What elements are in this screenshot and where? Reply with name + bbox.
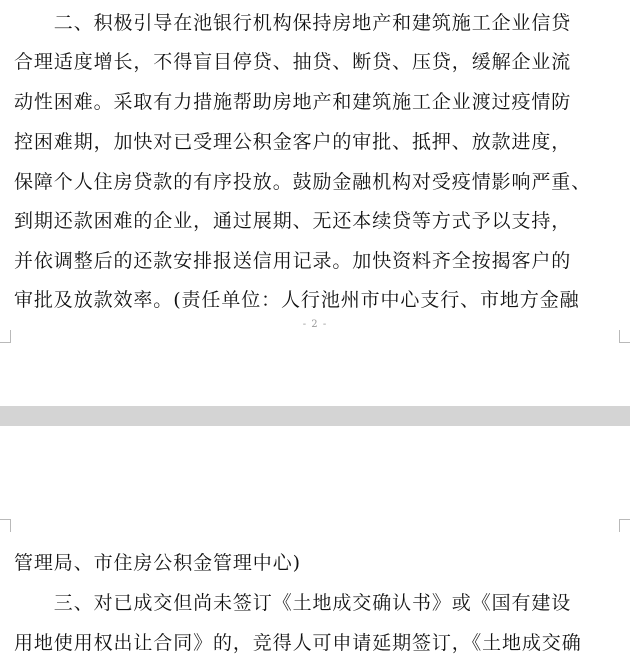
margin-corner-mark — [0, 330, 11, 343]
margin-corner-mark — [619, 519, 630, 532]
text-line: 控困难期，加快对已受理公积金客户的审批、抵押、放款进度， — [14, 131, 572, 153]
page-number: - 2 - — [302, 319, 328, 330]
document-page-3 — [0, 426, 630, 662]
margin-corner-mark — [0, 519, 11, 532]
text-line: 合理适度增长，不得盲目停贷、抽贷、断贷、压贷，缓解企业流 — [14, 51, 572, 73]
page-separator — [0, 406, 630, 426]
text-line: 二、积极引导在池银行机构保持房地产和建筑施工企业信贷 — [14, 12, 572, 34]
text-line: 用地使用权出让合同》的，竞得人可申请延期签订，《土地成交确 — [14, 632, 582, 654]
text-line: 三、对已成交但尚未签订《土地成交确认书》或《国有建设 — [14, 592, 572, 614]
text-line: 到期还款困难的企业，通过展期、无还本续贷等方式予以支持， — [14, 210, 572, 232]
margin-corner-mark — [619, 330, 630, 343]
text-line: 动性困难。采取有力措施帮助房地产和建筑施工企业渡过疫情防 — [14, 91, 572, 113]
text-line: 管理局、市住房公积金管理中心) — [14, 552, 301, 574]
text-line: 保障个人住房贷款的有序投放。鼓励金融机构对受疫情影响严重、 — [14, 171, 592, 193]
text-line: 并依调整后的还款安排报送信用记录。加快资料齐全按揭客户的 — [14, 250, 572, 272]
text-line: 审批及放款效率。(责任单位：人行池州市中心支行、市地方金融 — [14, 289, 580, 311]
